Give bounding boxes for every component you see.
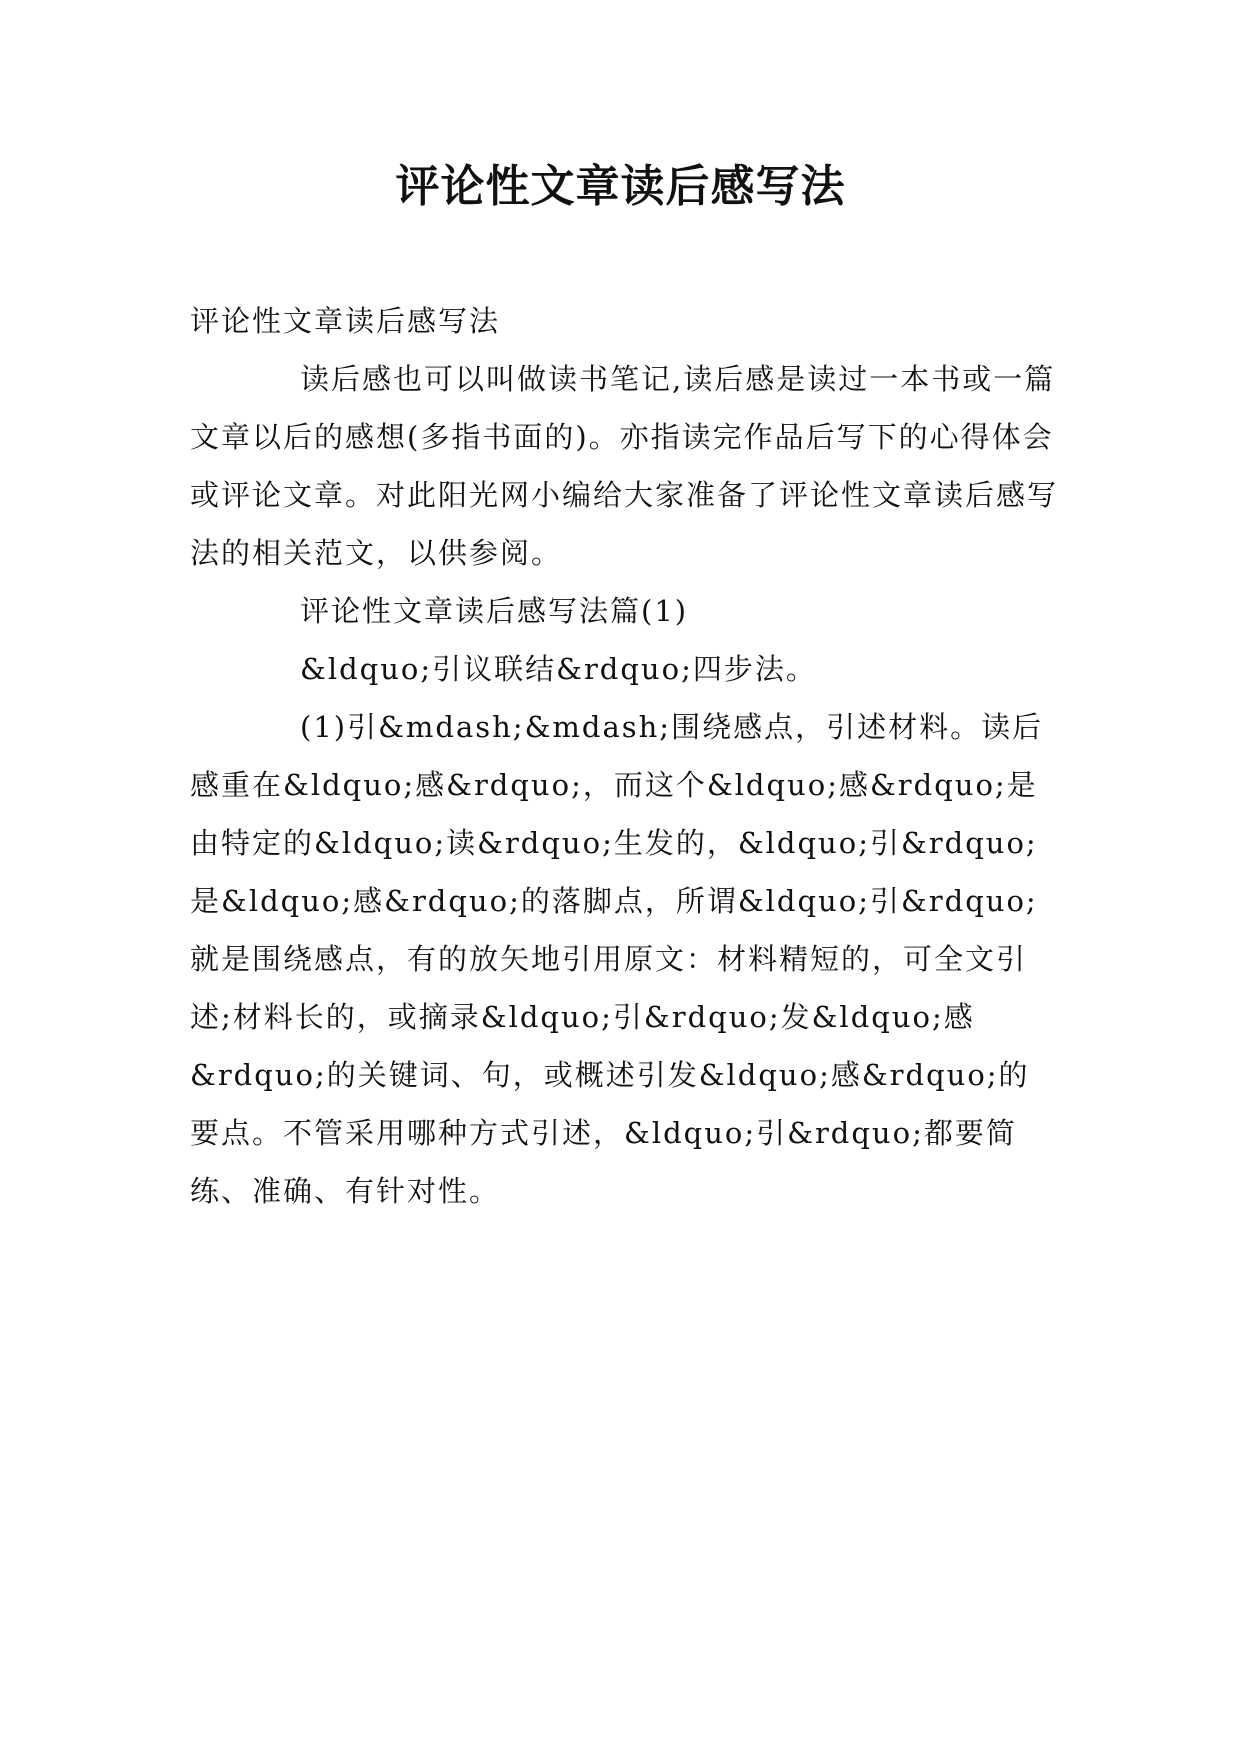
step1-paragraph: (1)引&mdash;&mdash;围绕感点，引述材料。读后感重在&ldquo;感&rdquo;，而这个&ldquo;感&rdquo;是由特定的&ldquo;读&rdquo;生发的，&ldquo;引&rdquo;是&ldquo;感&rdquo;的落脚点，所谓&ldquo;引&rdquo;就是围绕感点，有的放矢地引用原文：材料精短的，可全文引述;材料长的，或摘录&ldquo;引&rdquo;发&ldquo;感&rdquo;的关键词、句，或概述引发&ldquo;感&rdquo;的要点。不管采用哪种方式引述，&ldquo;引&rdquo;都要简练、准确、有针对性。: [190, 710, 1044, 1208]
intro-paragraph: 读后感也可以叫做读书笔记,读后感是读过一本书或一篇文章以后的感想(多指书面的)。亦指读完作品后写下的心得体会或评论文章。对此阳光网小编给大家准备了评论性文章读后感写法的相关范文，以供参阅。: [190, 362, 1059, 570]
document-title: 评论性文章读后感写法: [395, 161, 846, 212]
method-line: &ldquo;引议联结&rdquo;四步法。: [300, 652, 817, 686]
document-subtitle: 评论性文章读后感写法: [190, 304, 501, 338]
document-body: [190, 292, 1060, 1220]
section-heading: 评论性文章读后感写法篇(1): [300, 594, 689, 628]
